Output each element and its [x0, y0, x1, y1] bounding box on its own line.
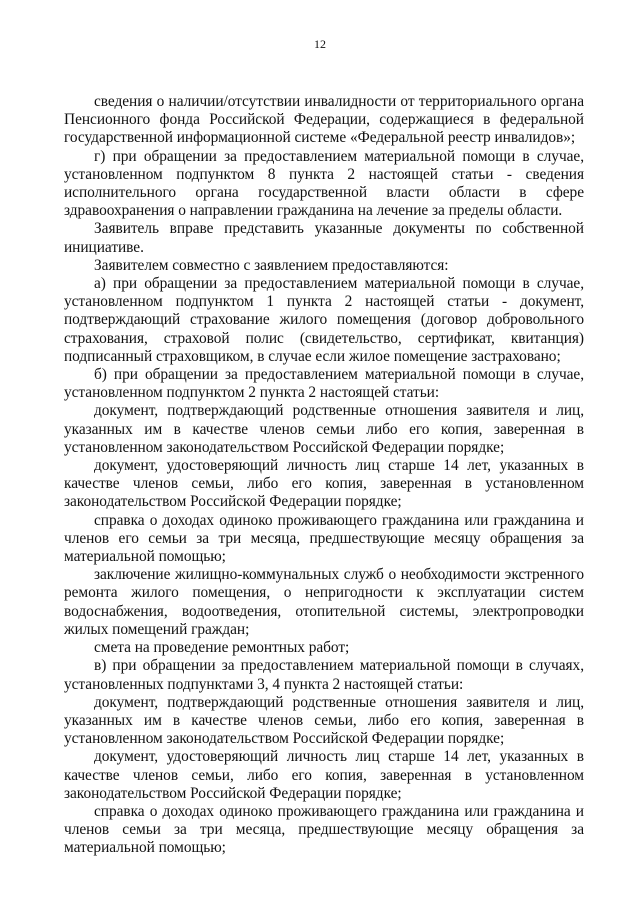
paragraph-item-v: в) при обращении за предоставлением материальной помощи в случаях, установленных подпунктами 3, 4 пункта 2 настоящей статьи:: [64, 657, 584, 693]
paragraph-identity-document-2: документ, удостоверяющий личность лиц старше 14 лет, указанных в качестве членов семьи, либо его копия, заверенная в установленном законодательством Российской Федерации порядке;: [64, 748, 584, 802]
paragraph-disability-info: сведения о наличии/отсутствии инвалидности от территориального органа Пенсионного фонда Российской Федерации, содержащиеся в федеральной государственной информационной системе «Федеральной реестр инвалидов»;: [64, 93, 584, 147]
paragraph-item-a: а) при обращении за предоставлением материальной помощи в случае, установленном подпунктом 1 пункта 2 настоящей статьи - документ, подтверждающий страхование жилого помещения (договор добровольного страхования, страховой полис (свидетельство, сертификат, квитанция) подписанный страховщиком, в случае если жилое помещение застраховано;: [64, 275, 584, 365]
paragraph-income-certificate: справка о доходах одиноко проживающего гражданина или гражданина и членов его семьи за три месяца, предшествующие месяцу обращения за материальной помощью;: [64, 511, 584, 566]
paragraph-housing-services-conclusion: заключение жилищно-коммунальных служб о необходимости экстренного ремонта жилого помещения, о непригодности к эксплуатации систем водоснабжения, водоотведения, отопительной системы, электропроводки жилых помещений граждан;: [64, 566, 584, 638]
paragraph-identity-document: документ, удостоверяющий личность лиц старше 14 лет, указанных в качестве членов семьи, либо его копия, заверенная в установленном законодательством Российской Федерации порядке;: [64, 457, 584, 511]
page-number: 12: [314, 37, 326, 51]
paragraph-kinship-document-2: документ, подтверждающий родственные отношения заявителя и лиц, указанных им в качестве членов семьи, либо его копия, заверенная в установленном законодательством Российской Федерации порядке;: [64, 693, 584, 748]
paragraph-item-g: г) при обращении за предоставлением материальной помощи в случае, установленном подпунктом 8 пункта 2 настоящей статьи - сведения исполнительного органа государственной власти области в сфере здравоохранения о направлении гражданина на лечение за пределы области.: [64, 147, 584, 220]
paragraph-item-b: б) при обращении за предоставлением материальной помощи в случае, установленном подпунктом 2 пункта 2 настоящей статьи:: [64, 366, 584, 402]
paragraph-income-certificate-2: справка о доходах одиноко проживающего гражданина или гражданина и членов семьи за три месяца, предшествующие месяцу обращения за материальной помощью;: [64, 802, 584, 857]
document-body: [64, 93, 584, 858]
paragraph-submitted-with-application: Заявителем совместно с заявлением предоставляются:: [94, 256, 449, 274]
paragraph-repair-estimate: смета на проведение ремонтных работ;: [94, 639, 350, 657]
paragraph-own-initiative: Заявитель вправе представить указанные документы по собственной инициативе.: [64, 220, 584, 256]
paragraph-kinship-document: документ, подтверждающий родственные отношения заявителя и лиц, указанных им в качестве членов семьи либо его копия, заверенная в установленном законодательством Российской Федерации порядке;: [64, 402, 584, 456]
